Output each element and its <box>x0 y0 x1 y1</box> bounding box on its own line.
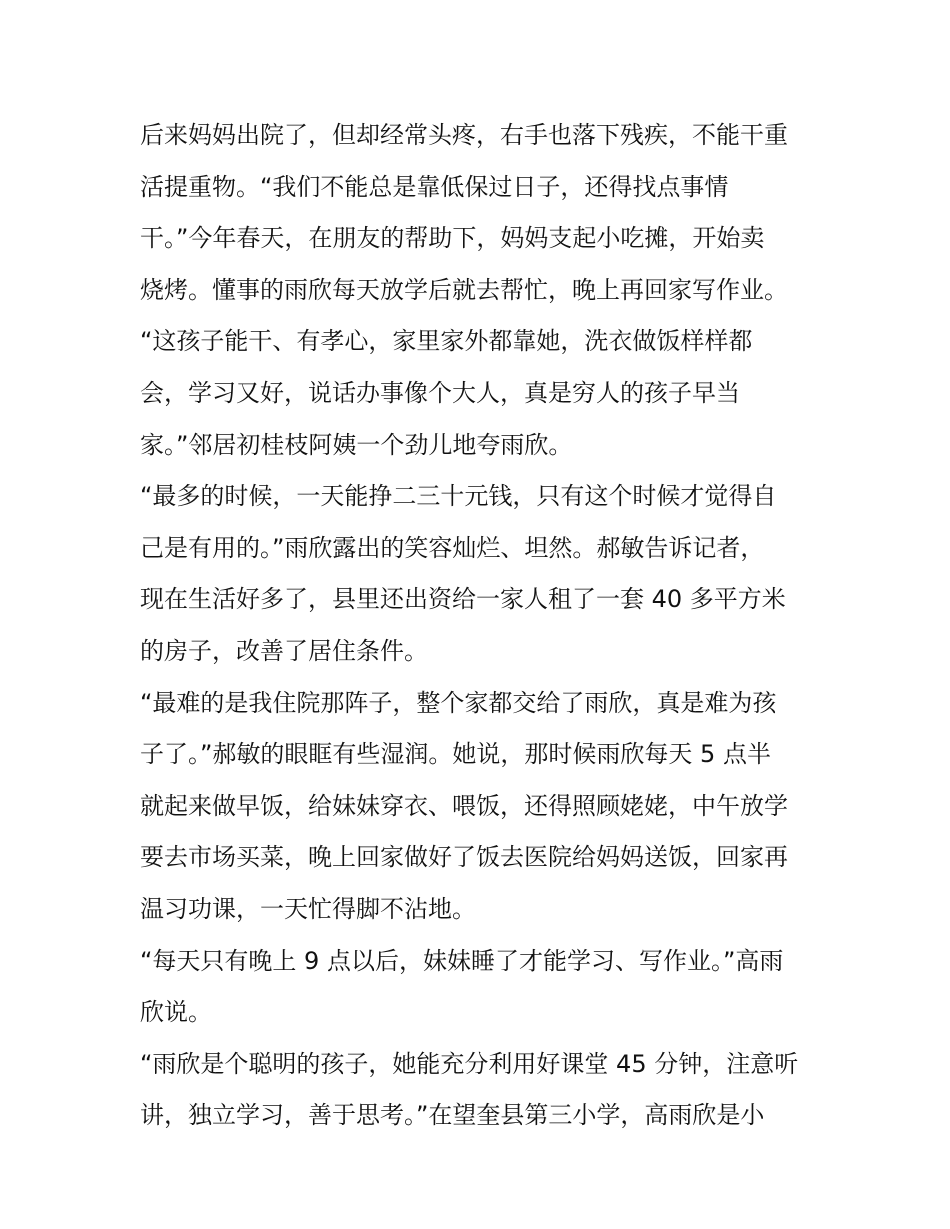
text-line: 要去市场买菜，晚上回家做好了饭去医院给妈妈送饭，回家再 <box>140 843 788 872</box>
text-line: “这孩子能干、有孝心，家里家外都靠她，洗衣做饭样样都 <box>140 327 753 356</box>
text-line: 就起来做早饭，给妹妹穿衣、喂饭，还得照顾姥姥，中午放学 <box>140 791 788 820</box>
text-line: “最难的是我住院那阵子，整个家都交给了雨欣，真是难为孩 <box>140 688 777 717</box>
text-line: 讲，独立学习，善于思考。”在望奎县第三小学，高雨欣是小 <box>140 1101 765 1130</box>
text-line: “雨欣是个聪明的孩子，她能充分利用好课堂 45 分钟，注意听 <box>140 1049 799 1078</box>
text-line: 子了。”郝敏的眼眶有些湿润。她说，那时候雨欣每天 5 点半 <box>140 740 771 769</box>
text-line: 的房子，改善了居住条件。 <box>140 636 428 665</box>
text-line: 家。”邻居初桂枝阿姨一个劲儿地夸雨欣。 <box>140 430 573 459</box>
text-line: 欣说。 <box>140 998 212 1027</box>
text-line: 后来妈妈出院了，但却经常头疼，右手也落下残疾，不能干重 <box>140 121 788 149</box>
text-line: “最多的时候，一天能挣二三十元钱，只有这个时候才觉得自 <box>140 482 777 511</box>
article-text <box>140 110 820 1142</box>
text-line: 会，学习又好，说话办事像个大人，真是穷人的孩子早当 <box>140 378 740 407</box>
text-line: 烧烤。懂事的雨欣每天放学后就去帮忙，晚上再回家写作业。 <box>140 275 788 304</box>
text-line: 己是有用的。”雨欣露出的笑容灿烂、坦然。郝敏告诉记者， <box>140 533 765 562</box>
text-line: 温习功课，一天忙得脚不沾地。 <box>140 894 476 923</box>
text-line: 干。”今年春天，在朋友的帮助下，妈妈支起小吃摊，开始卖 <box>140 224 765 253</box>
text-line: “每天只有晚上 9 点以后，妹妹睡了才能学习、写作业。”高雨 <box>140 946 784 975</box>
text-line: 活提重物。“我们不能总是靠低保过日子，还得找点事情 <box>140 172 729 201</box>
text-line: 现在生活好多了，县里还出资给一家人租了一套 40 多平方米 <box>140 585 786 614</box>
